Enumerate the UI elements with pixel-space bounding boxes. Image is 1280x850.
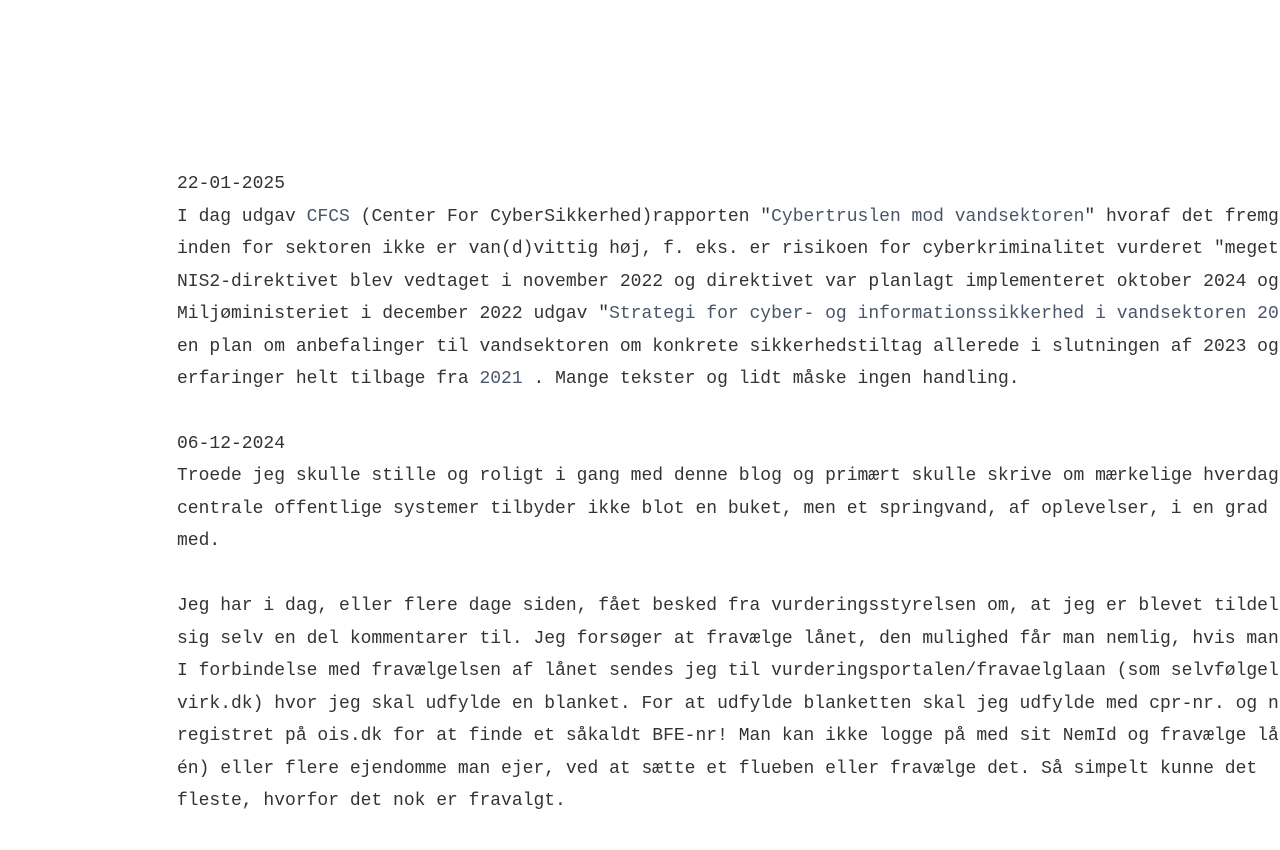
text-segment: en plan om anbefalinger til vandsektoren om konkrete sikkerhedstiltag allerede i slutningen af 2023 og (177, 336, 1279, 357)
text-segment: inden for sektoren ikke er van(d)vittig høj, f. eks. er risikoen for cyberkriminalitet vurderet "meget (177, 239, 1279, 259)
text-line (177, 266, 1280, 299)
text-line (177, 623, 1280, 656)
text-segment: " hvoraf det fremg (1084, 206, 1279, 227)
text-segment: I dag udgav (177, 206, 307, 227)
text-segment: registret på ois.dk for at finde et såkaldt BFE-nr! Man kan ikke logge på med sit NemId og fravælge lå (177, 726, 1279, 746)
text-segment: sig selv en del kommentarer til. Jeg forsøger at fravælge lånet, den mulighed får man nemlig, hvis man (177, 628, 1279, 649)
entry-date: 06-12-2024 (177, 433, 286, 454)
text-segment: NIS2-direktivet blev vedtaget i november 2022 og direktivet var planlagt implementeret oktober 2024 og (177, 271, 1279, 292)
text-line (177, 688, 1280, 721)
text-segment: Miljøministeriet i december 2022 udgav " (177, 304, 610, 324)
text-segment: med. (177, 531, 221, 551)
text-segment: Troede jeg skulle stille og roligt i gang med denne blog og primært skulle skrive om mærkelige hverdag (177, 466, 1279, 486)
entry-paragraph (177, 201, 1280, 396)
text-segment: (Center For CyberSikkerhed)rapporten " (349, 206, 772, 227)
inline-link[interactable]: Cybertruslen mod vandsektoren (771, 206, 1085, 227)
blog-entry (177, 428, 1280, 818)
text-line (177, 590, 1280, 623)
text-line (177, 460, 1280, 493)
inline-link[interactable]: 2021 (479, 369, 523, 389)
text-segment: erfaringer helt tilbage fra (177, 369, 480, 389)
text-line (177, 493, 1280, 526)
text-line (177, 753, 1280, 786)
entry-paragraph (177, 590, 1280, 818)
text-segment: . Mange tekster og lidt måske ingen handling. (522, 369, 1020, 389)
blog-content (177, 168, 1280, 850)
text-segment: fleste, hvorfor det nok er fravalgt. (177, 791, 566, 811)
text-segment: I forbindelse med fravælgelsen af lånet sendes jeg til vurderingsportalen/fravaelglaan (som selvfølgel (177, 661, 1279, 681)
text-line (177, 298, 1280, 331)
entry-date: 22-01-2025 (177, 174, 286, 194)
text-line (177, 331, 1280, 364)
text-line (177, 720, 1280, 753)
text-line (177, 363, 1280, 396)
inline-link[interactable]: Strategi for cyber- og informationssikkerhed i vandsektoren 20 (609, 304, 1279, 324)
text-line (177, 233, 1280, 266)
blog-entry (177, 168, 1280, 396)
text-segment: virk.dk) hvor jeg skal udfylde en blanket. For at udfylde blanketten skal jeg udfylde med cpr-nr. og n (177, 693, 1279, 714)
text-line (177, 785, 1280, 818)
text-line (177, 525, 1280, 558)
inline-link[interactable]: CFCS (306, 206, 350, 227)
text-segment: Jeg har i dag, eller flere dage siden, fået besked fra vurderingsstyrelsen om, at jeg er blevet tildel (177, 596, 1279, 616)
text-line (177, 201, 1280, 234)
text-line (177, 655, 1280, 688)
text-segment: centrale offentlige systemer tilbyder ikke blot en buket, men et springvand, af oplevelser, i en grad (177, 498, 1268, 519)
entry-paragraph (177, 460, 1280, 558)
text-segment: én) eller flere ejendomme man ejer, ved at sætte et flueben eller fravælge det. Så simpelt kunne det (177, 758, 1258, 779)
